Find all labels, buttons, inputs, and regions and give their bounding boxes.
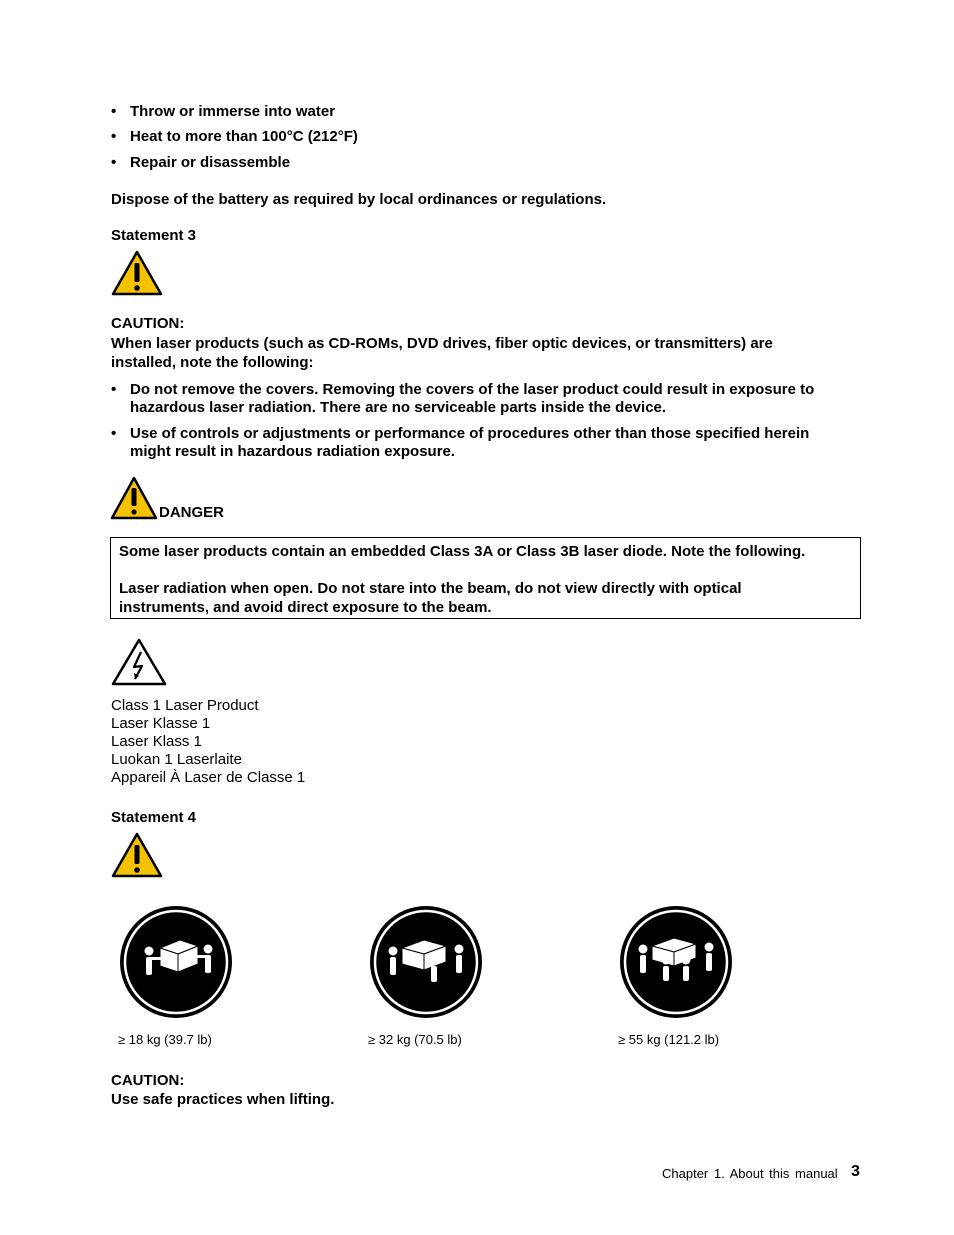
danger-line-2: Laser radiation when open. Do not stare into the beam, do not view directly with optical instruments, and avoid direct exposure to the beam. bbox=[119, 580, 742, 616]
warning-triangle-icon bbox=[111, 250, 163, 296]
list-item-text: Use of controls or adjustments or performance of procedures other than those specified herein might result in hazardous radiation exposure. bbox=[130, 425, 810, 460]
statement-4-heading: Statement 4 bbox=[111, 809, 197, 826]
list-item-text: Repair or disassemble bbox=[130, 154, 291, 171]
bullet-dot: • bbox=[111, 425, 117, 442]
danger-triangle-icon bbox=[110, 476, 158, 520]
list-item bbox=[111, 154, 290, 172]
bullet-dot: • bbox=[111, 154, 117, 171]
laser-class-list bbox=[111, 697, 305, 787]
page-number: 3 bbox=[851, 1163, 860, 1180]
statement-3-heading: Statement 3 bbox=[111, 227, 197, 244]
bullet-dot: • bbox=[111, 103, 117, 120]
list-item bbox=[111, 381, 851, 417]
weight-label: ≥ 18 kg (39.7 lb) bbox=[118, 1032, 212, 1047]
bullet-dot: • bbox=[111, 381, 117, 398]
list-item-text: Heat to more than 100°C (212°F) bbox=[130, 128, 358, 145]
danger-line-1: Some laser products contain an embedded Class 3A or Class 3B laser diode. Note the following. bbox=[119, 543, 806, 560]
caution-text: When laser products (such as CD-ROMs, DVD drives, fiber optic devices, or transmitters) are installed, note the following: bbox=[111, 335, 773, 371]
laser-class-line: Appareil À Laser de Classe 1 bbox=[111, 769, 306, 786]
danger-label: DANGER bbox=[159, 504, 225, 521]
footer-chapter: Chapter 1. About this manual bbox=[662, 1166, 838, 1181]
laser-class-line: Luokan 1 Laserlaite bbox=[111, 751, 242, 768]
list-item bbox=[111, 128, 358, 146]
dispose-text: Dispose of the battery as required by local ordinances or regulations. bbox=[111, 191, 607, 208]
warning-triangle-icon bbox=[111, 832, 163, 878]
caution-label: CAUTION: bbox=[111, 1072, 185, 1089]
laser-class-line: Laser Klasse 1 bbox=[111, 715, 211, 732]
laser-class-line: Laser Klass 1 bbox=[111, 733, 202, 750]
list-item-text: Do not remove the covers. Removing the covers of the laser product could result in exposure to hazardous laser radiation. There are no serviceable parts inside the device. bbox=[130, 381, 815, 416]
danger-notice-box bbox=[110, 537, 861, 619]
weight-label: ≥ 32 kg (70.5 lb) bbox=[368, 1032, 462, 1047]
four-person-lift-icon bbox=[618, 904, 734, 1020]
two-person-lift-icon bbox=[118, 904, 234, 1020]
list-item bbox=[111, 425, 851, 461]
caution-label: CAUTION: bbox=[111, 315, 185, 332]
three-person-lift-icon bbox=[368, 904, 484, 1020]
laser-class-line: Class 1 Laser Product bbox=[111, 697, 259, 714]
caution-text: Use safe practices when lifting. bbox=[111, 1091, 335, 1108]
weight-label: ≥ 55 kg (121.2 lb) bbox=[618, 1032, 720, 1047]
high-voltage-icon bbox=[111, 638, 167, 686]
bullet-dot: • bbox=[111, 128, 117, 145]
list-item-text: Throw or immerse into water bbox=[130, 103, 336, 120]
list-item bbox=[111, 103, 335, 121]
